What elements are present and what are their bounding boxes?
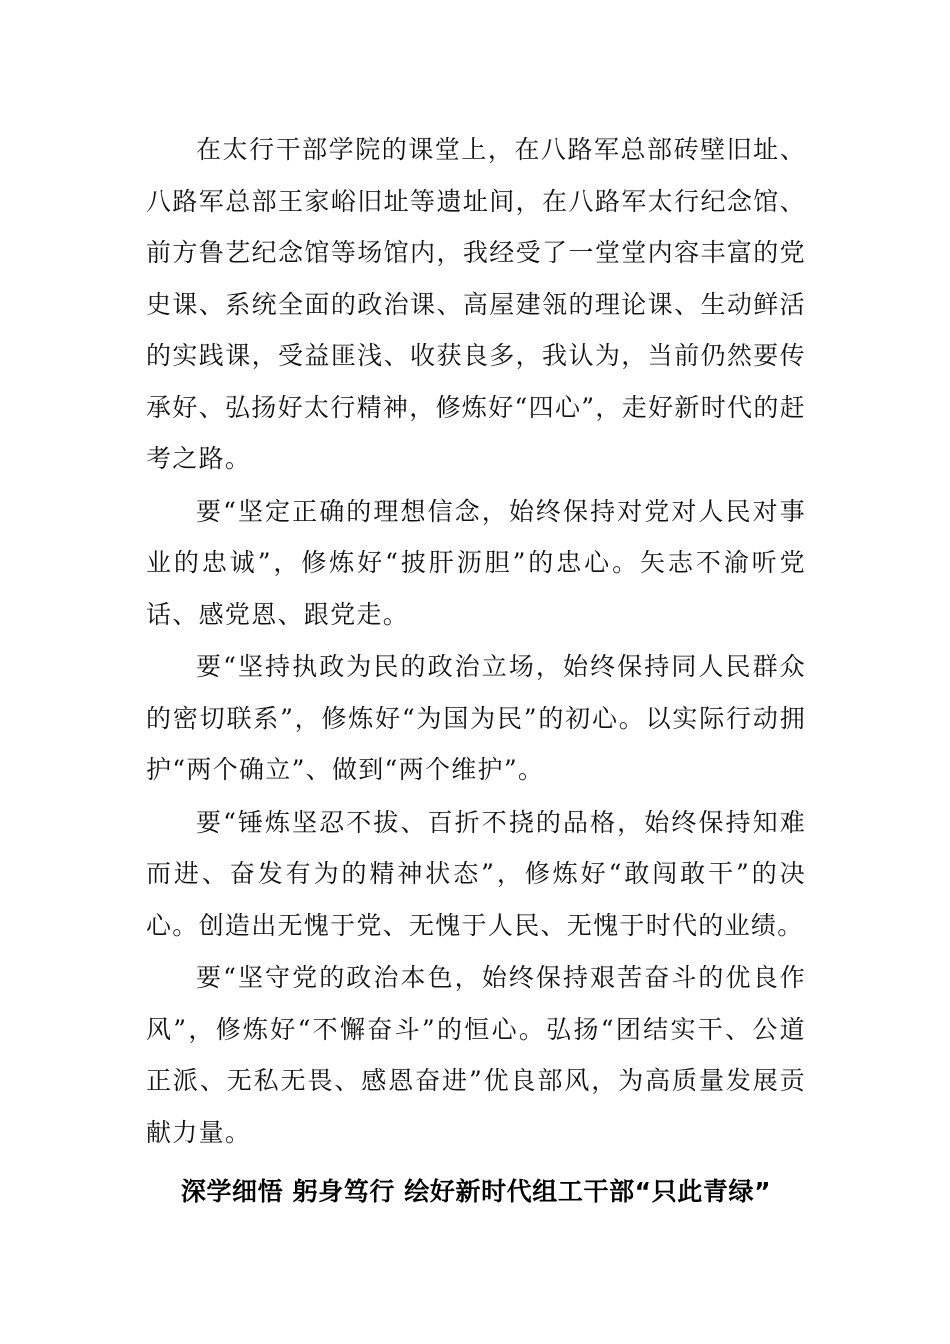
paragraph-perseverance: 要“坚守党的政治本色，始终保持艰苦奋斗的优良作风”，修炼好“不懈奋斗”的恒心。弘扬“团结实干、公道正派、无私无畏、感恩奋进”优良部风，为高质量发展贡献力量。 [146,963,806,1147]
paragraph-original-aspiration: 要“坚持执政为民的政治立场，始终保持同人民群众的密切联系”，修炼好“为国为民”的初心。以实际行动拥护“两个确立”、做到“两个维护”。 [146,652,806,784]
paragraph-intro: 在太行干部学院的课堂上，在八路军总部砖壁旧址、八路军总部王家峪旧址等遗址间，在八路军太行纪念馆、前方鲁艺纪念馆等场馆内，我经受了一堂堂内容丰富的党史课、系统全面的政治课、高屋建瓴的理论课、生动鲜活的实践课，受益匪浅、收获良多，我认为，当前仍然要传承好、弘扬好太行精神，修炼好“四心”，走好新时代的赶考之路。 [146,135,806,473]
section-heading: 深学细悟 躬身笃行 绘好新时代组工干部“只此青绿” [180,1177,772,1206]
document-body [146,124,806,1218]
paragraph-loyalty: 要“坚定正确的理想信念，始终保持对党对人民对事业的忠诚”，修炼好“披肝沥胆”的忠心。矢志不渝听党话、感党恩、跟党走。 [146,496,806,629]
paragraph-determination: 要“锤炼坚忍不拔、百折不挠的品格，始终保持知难而进、奋发有为的精神状态”，修炼好“敢闯敢干”的决心。创造出无愧于党、无愧于人民、无愧于时代的业绩。 [146,807,806,940]
